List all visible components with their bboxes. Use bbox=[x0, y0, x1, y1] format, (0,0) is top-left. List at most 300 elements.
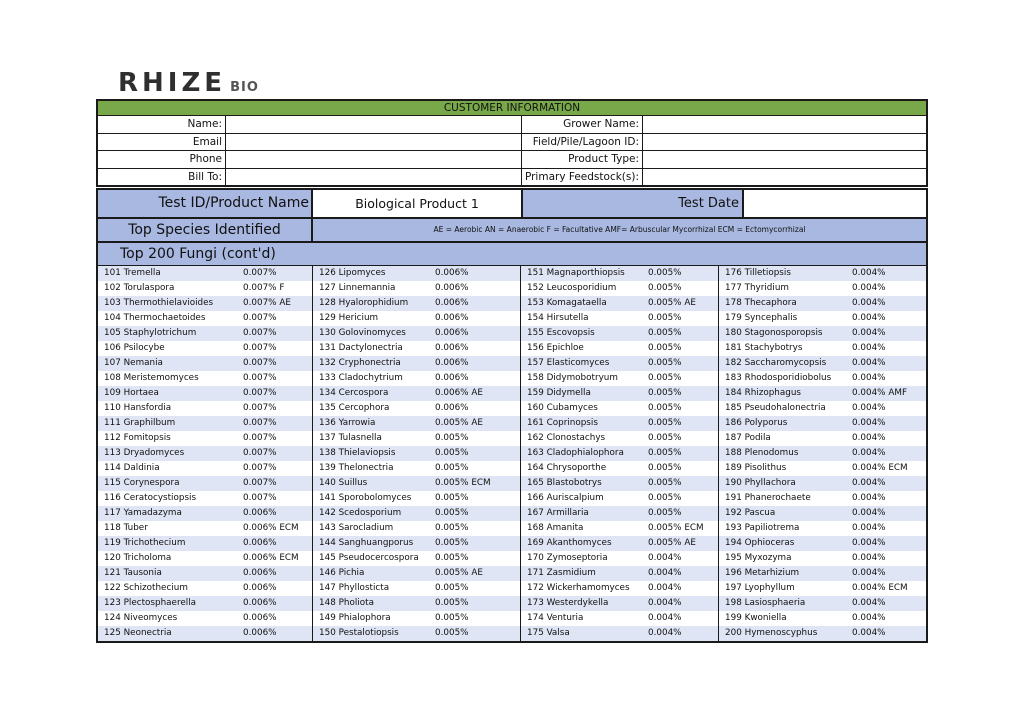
fungi-percent: 0.005% AE bbox=[435, 568, 483, 578]
fungi-row bbox=[98, 386, 312, 401]
fungi-name: 113 Dryadomyces bbox=[104, 448, 185, 458]
fungi-name: 134 Cercospora bbox=[319, 388, 389, 398]
fungi-percent: 0.006% ECM bbox=[243, 553, 299, 563]
fungi-name: 177 Thyridium bbox=[725, 283, 789, 293]
fungi-row bbox=[521, 371, 718, 386]
fungi-percent: 0.006% bbox=[243, 598, 277, 608]
fungi-row bbox=[313, 326, 520, 341]
fungi-row bbox=[521, 551, 718, 566]
fungi-percent: 0.004% ECM bbox=[852, 463, 908, 473]
fungi-name: 118 Tuber bbox=[104, 523, 148, 533]
fungi-percent: 0.006% bbox=[435, 328, 469, 338]
fungi-row bbox=[98, 416, 312, 431]
fungi-percent: 0.005% bbox=[435, 523, 469, 533]
fungi-row bbox=[521, 386, 718, 401]
fungi-percent: 0.007% F bbox=[243, 283, 285, 293]
fungi-percent: 0.007% bbox=[243, 403, 277, 413]
fungi-name: 183 Rhodosporidiobolus bbox=[725, 373, 832, 383]
fungi-name: 166 Auriscalpium bbox=[527, 493, 604, 503]
fungi-percent: 0.007% bbox=[243, 358, 277, 368]
field-id-field[interactable] bbox=[643, 134, 926, 151]
fungi-name: 147 Phyllosticta bbox=[319, 583, 390, 593]
fungi-name: 141 Sporobolomyces bbox=[319, 493, 412, 503]
fungi-row bbox=[98, 311, 312, 326]
fungi-name: 153 Komagataella bbox=[527, 298, 607, 308]
fungi-percent: 0.006% bbox=[243, 613, 277, 623]
fungi-row bbox=[313, 311, 520, 326]
fungi-percent: 0.005% bbox=[648, 493, 682, 503]
fungi-percent: 0.005% bbox=[648, 433, 682, 443]
fungi-name: 102 Torulaspora bbox=[104, 283, 175, 293]
fungi-name: 178 Thecaphora bbox=[725, 298, 797, 308]
fungi-percent: 0.007% bbox=[243, 478, 277, 488]
fungi-row bbox=[521, 566, 718, 581]
fungi-percent: 0.004% bbox=[852, 433, 886, 443]
top-species-label: Top Species Identified bbox=[98, 219, 313, 241]
fungi-name: 199 Kwoniella bbox=[725, 613, 787, 623]
fungi-percent: 0.005% AE bbox=[435, 418, 483, 428]
fungi-percent: 0.004% bbox=[852, 628, 886, 638]
fungi-percent: 0.006% bbox=[243, 538, 277, 548]
fungi-row bbox=[313, 596, 520, 611]
fungi-name: 152 Leucosporidium bbox=[527, 283, 617, 293]
fungi-name: 143 Sarocladium bbox=[319, 523, 394, 533]
product-type-field[interactable] bbox=[643, 151, 926, 168]
fungi-row bbox=[98, 521, 312, 536]
fungi-name: 161 Coprinopsis bbox=[527, 418, 598, 428]
fungi-name: 195 Myxozyma bbox=[725, 553, 792, 563]
fungi-name: 165 Blastobotrys bbox=[527, 478, 602, 488]
fungi-row bbox=[719, 626, 926, 641]
email-field[interactable] bbox=[226, 134, 522, 151]
fungi-row bbox=[521, 491, 718, 506]
fungi-name: 185 Pseudohalonectria bbox=[725, 403, 826, 413]
fungi-percent: 0.004% bbox=[852, 568, 886, 578]
fungi-percent: 0.004% bbox=[852, 373, 886, 383]
fungi-row bbox=[521, 476, 718, 491]
fungi-name: 171 Zasmidium bbox=[527, 568, 596, 578]
fungi-row bbox=[719, 566, 926, 581]
fungi-percent: 0.006% bbox=[435, 283, 469, 293]
fungi-row bbox=[98, 491, 312, 506]
fungi-row bbox=[98, 326, 312, 341]
fungi-row bbox=[719, 266, 926, 281]
fungi-name: 131 Dactylonectria bbox=[319, 343, 403, 353]
fungi-name: 164 Chrysoporthe bbox=[527, 463, 607, 473]
fungi-percent: 0.004% bbox=[852, 448, 886, 458]
fungi-row bbox=[313, 536, 520, 551]
fungi-percent: 0.004% bbox=[852, 523, 886, 533]
fungi-name: 182 Saccharomycopsis bbox=[725, 358, 827, 368]
fungi-percent: 0.005% bbox=[648, 463, 682, 473]
fungi-row bbox=[521, 326, 718, 341]
fungi-row bbox=[521, 281, 718, 296]
fungi-name: 198 Lasiosphaeria bbox=[725, 598, 806, 608]
fungi-name: 179 Syncephalis bbox=[725, 313, 798, 323]
fungi-name: 125 Neonectria bbox=[104, 628, 172, 638]
fungi-name: 200 Hymenoscyphus bbox=[725, 628, 818, 638]
fungi-name: 188 Plenodomus bbox=[725, 448, 799, 458]
fungi-row bbox=[719, 491, 926, 506]
fungi-row bbox=[521, 596, 718, 611]
fungi-name: 121 Tausonia bbox=[104, 568, 162, 578]
fungi-percent: 0.004% bbox=[852, 553, 886, 563]
fungi-row bbox=[521, 311, 718, 326]
fungi-row bbox=[98, 296, 312, 311]
fungi-percent: 0.004% bbox=[852, 283, 886, 293]
fungi-percent: 0.005% bbox=[435, 538, 469, 548]
product-results-table bbox=[96, 188, 928, 643]
fungi-percent: 0.005% bbox=[435, 433, 469, 443]
name-label: Name: bbox=[98, 116, 226, 133]
fungi-name: 159 Didymella bbox=[527, 388, 591, 398]
customer-information-table bbox=[96, 99, 928, 187]
fungi-name: 127 Linnemannia bbox=[319, 283, 396, 293]
fungi-name: 154 Hirsutella bbox=[527, 313, 589, 323]
fungi-row bbox=[313, 581, 520, 596]
fungi-row bbox=[313, 566, 520, 581]
fungi-percent: 0.005% bbox=[435, 628, 469, 638]
fungi-row bbox=[719, 551, 926, 566]
logo-subtext: BIO bbox=[230, 80, 259, 95]
fungi-percent: 0.006% bbox=[435, 298, 469, 308]
fungi-row bbox=[313, 626, 520, 641]
fungi-name: 167 Armillaria bbox=[527, 508, 589, 518]
fungi-percent: 0.004% bbox=[852, 613, 886, 623]
fungi-name: 137 Tulasnella bbox=[319, 433, 382, 443]
fungi-percent: 0.007% bbox=[243, 463, 277, 473]
fungi-percent: 0.004% bbox=[648, 583, 682, 593]
fungi-percent: 0.007% bbox=[243, 493, 277, 503]
fungi-percent: 0.005% AE bbox=[648, 538, 696, 548]
fungi-name: 142 Scedosporium bbox=[319, 508, 402, 518]
fungi-percent: 0.005% bbox=[435, 613, 469, 623]
fungi-name: 158 Didymobotryum bbox=[527, 373, 618, 383]
fungi-percent: 0.005% bbox=[648, 373, 682, 383]
fungi-percent: 0.004% bbox=[852, 478, 886, 488]
fungi-percent: 0.005% bbox=[648, 388, 682, 398]
fungi-row bbox=[98, 431, 312, 446]
fungi-percent: 0.004% bbox=[852, 538, 886, 548]
primary-feedstock-label: Primary Feedstock(s): bbox=[522, 169, 643, 186]
fungi-row bbox=[719, 356, 926, 371]
fungi-row bbox=[98, 356, 312, 371]
fungi-row bbox=[521, 356, 718, 371]
fungi-percent: 0.007% bbox=[243, 313, 277, 323]
fungi-name: 138 Thielaviopsis bbox=[319, 448, 396, 458]
fungi-name: 193 Papiliotrema bbox=[725, 523, 800, 533]
fungi-row bbox=[313, 446, 520, 461]
fungi-percent: 0.006% AE bbox=[435, 388, 483, 398]
fungi-name: 111 Graphilbum bbox=[104, 418, 176, 428]
fungi-percent: 0.006% bbox=[435, 403, 469, 413]
fungi-percent: 0.004% bbox=[648, 568, 682, 578]
test-id-label: Test ID/Product Name bbox=[98, 190, 313, 217]
product-header-row bbox=[98, 190, 926, 219]
fungi-row bbox=[719, 341, 926, 356]
fungi-row bbox=[719, 596, 926, 611]
fungi-row bbox=[98, 476, 312, 491]
fungi-name: 114 Daldinia bbox=[104, 463, 160, 473]
fungi-percent: 0.004% bbox=[852, 328, 886, 338]
customer-row bbox=[98, 169, 926, 186]
fungi-percent: 0.006% bbox=[243, 508, 277, 518]
name-field[interactable] bbox=[226, 116, 522, 133]
fungi-row bbox=[521, 626, 718, 641]
fungi-row bbox=[313, 266, 520, 281]
fungi-name: 187 Podila bbox=[725, 433, 771, 443]
fungi-percent: 0.007% bbox=[243, 388, 277, 398]
fungi-name: 192 Pascua bbox=[725, 508, 776, 518]
fungi-percent: 0.005% bbox=[648, 283, 682, 293]
phone-label: Phone bbox=[98, 151, 226, 168]
fungi-row bbox=[98, 506, 312, 521]
fungi-row bbox=[98, 446, 312, 461]
fungi-row bbox=[521, 536, 718, 551]
fungi-name: 196 Metarhizium bbox=[725, 568, 800, 578]
fungi-row bbox=[719, 476, 926, 491]
test-date-value[interactable] bbox=[744, 190, 926, 217]
primary-feedstock-field[interactable] bbox=[643, 169, 926, 186]
fungi-row bbox=[98, 611, 312, 626]
fungi-row bbox=[313, 506, 520, 521]
fungi-row bbox=[313, 386, 520, 401]
fungi-name: 194 Ophioceras bbox=[725, 538, 795, 548]
fungi-percent: 0.005% bbox=[648, 448, 682, 458]
fungi-row bbox=[521, 296, 718, 311]
customer-info-header: CUSTOMER INFORMATION bbox=[98, 101, 926, 116]
fungi-percent: 0.005% bbox=[648, 343, 682, 353]
fungi-row bbox=[719, 326, 926, 341]
fungi-row bbox=[521, 416, 718, 431]
fungi-percent: 0.006% ECM bbox=[243, 523, 299, 533]
customer-row bbox=[98, 116, 926, 134]
fungi-row bbox=[98, 581, 312, 596]
fungi-column-1 bbox=[98, 266, 313, 641]
fungi-percent: 0.005% bbox=[435, 493, 469, 503]
fungi-row bbox=[98, 551, 312, 566]
fungi-name: 132 Cryphonectria bbox=[319, 358, 401, 368]
fungi-name: 110 Hansfordia bbox=[104, 403, 172, 413]
fungi-percent: 0.007% bbox=[243, 343, 277, 353]
fungi-row bbox=[521, 611, 718, 626]
fungi-percent: 0.004% AMF bbox=[852, 388, 908, 398]
fungi-percent: 0.005% bbox=[648, 328, 682, 338]
fungi-name: 150 Pestalotiopsis bbox=[319, 628, 399, 638]
fungi-row bbox=[521, 401, 718, 416]
fungi-percent: 0.005% bbox=[435, 463, 469, 473]
fungi-row bbox=[98, 401, 312, 416]
fungi-name: 120 Tricholoma bbox=[104, 553, 172, 563]
fungi-row bbox=[719, 581, 926, 596]
fungi-percent: 0.006% bbox=[243, 628, 277, 638]
fungi-percent: 0.005% AE bbox=[648, 298, 696, 308]
fungi-name: 126 Lipomyces bbox=[319, 268, 386, 278]
fungi-percent: 0.007% bbox=[243, 433, 277, 443]
fungi-percent: 0.004% bbox=[852, 598, 886, 608]
fungi-percent: 0.007% bbox=[243, 373, 277, 383]
fungi-percent: 0.004% ECM bbox=[852, 583, 908, 593]
fungi-column-4 bbox=[719, 266, 926, 641]
phone-field[interactable] bbox=[226, 151, 522, 168]
fungi-name: 145 Pseudocercospora bbox=[319, 553, 419, 563]
fungi-name: 105 Staphylotrichum bbox=[104, 328, 197, 338]
customer-row bbox=[98, 134, 926, 152]
fungi-percent: 0.004% bbox=[852, 358, 886, 368]
fungi-name: 115 Corynespora bbox=[104, 478, 180, 488]
fungi-name: 197 Lyophyllum bbox=[725, 583, 795, 593]
fungi-percent: 0.005% bbox=[648, 403, 682, 413]
fungi-row bbox=[719, 446, 926, 461]
fungi-name: 139 Thelonectria bbox=[319, 463, 394, 473]
fungi-name: 156 Epichloe bbox=[527, 343, 584, 353]
fungi-row bbox=[719, 521, 926, 536]
fungi-name: 123 Plectosphaerella bbox=[104, 598, 197, 608]
fungi-row bbox=[313, 401, 520, 416]
fungi-name: 172 Wickerhamomyces bbox=[527, 583, 630, 593]
fungi-name: 133 Cladochytrium bbox=[319, 373, 403, 383]
fungi-row bbox=[313, 461, 520, 476]
fungi-name: 112 Fomitopsis bbox=[104, 433, 171, 443]
fungi-name: 108 Meristemomyces bbox=[104, 373, 199, 383]
fungi-name: 157 Elasticomyces bbox=[527, 358, 610, 368]
fungi-name: 155 Escovopsis bbox=[527, 328, 595, 338]
section-title: Top 200 Fungi (cont'd) bbox=[98, 243, 926, 266]
fungi-percent: 0.007% AE bbox=[243, 298, 291, 308]
fungi-row bbox=[719, 296, 926, 311]
fungi-name: 144 Sanghuangporus bbox=[319, 538, 414, 548]
fungi-column-3 bbox=[521, 266, 719, 641]
fungi-row bbox=[313, 431, 520, 446]
fungi-percent: 0.006% bbox=[243, 583, 277, 593]
fungi-row bbox=[98, 266, 312, 281]
fungi-percent: 0.005% bbox=[648, 313, 682, 323]
fungi-name: 117 Yamadazyma bbox=[104, 508, 182, 518]
fungi-percent: 0.006% bbox=[435, 358, 469, 368]
fungi-name: 181 Stachybotrys bbox=[725, 343, 803, 353]
fungi-percent: 0.004% bbox=[648, 598, 682, 608]
fungi-row bbox=[719, 461, 926, 476]
fungi-name: 191 Phanerochaete bbox=[725, 493, 811, 503]
fungi-name: 184 Rhizophagus bbox=[725, 388, 802, 398]
fungi-row bbox=[719, 401, 926, 416]
fungi-name: 116 Ceratocystiopsis bbox=[104, 493, 197, 503]
fungi-row bbox=[98, 566, 312, 581]
fungi-row bbox=[313, 611, 520, 626]
fungi-percent: 0.005% bbox=[648, 268, 682, 278]
fungi-row bbox=[98, 626, 312, 641]
fungi-name: 169 Akanthomyces bbox=[527, 538, 612, 548]
fungi-row bbox=[98, 281, 312, 296]
fungi-row bbox=[313, 296, 520, 311]
fungi-percent: 0.005% ECM bbox=[648, 523, 704, 533]
fungi-row bbox=[313, 491, 520, 506]
fungi-name: 106 Psilocybe bbox=[104, 343, 165, 353]
fungi-percent: 0.006% bbox=[435, 343, 469, 353]
fungi-percent: 0.007% bbox=[243, 268, 277, 278]
fungi-name: 129 Hericium bbox=[319, 313, 379, 323]
fungi-percent: 0.004% bbox=[852, 493, 886, 503]
fungi-name: 190 Phyllachora bbox=[725, 478, 796, 488]
fungi-row bbox=[719, 281, 926, 296]
fungi-name: 186 Polyporus bbox=[725, 418, 788, 428]
fungi-percent: 0.006% bbox=[243, 568, 277, 578]
fungi-name: 180 Stagonosporopsis bbox=[725, 328, 823, 338]
fungi-row bbox=[313, 281, 520, 296]
fungi-name: 135 Cercophora bbox=[319, 403, 390, 413]
fungi-row bbox=[719, 611, 926, 626]
fungi-row bbox=[313, 521, 520, 536]
email-label: Email bbox=[98, 134, 226, 151]
fungi-percent: 0.005% bbox=[435, 598, 469, 608]
fungi-percent: 0.005% bbox=[435, 508, 469, 518]
bill-to-field[interactable] bbox=[226, 169, 522, 186]
fungi-grid bbox=[98, 266, 926, 641]
fungi-name: 109 Hortaea bbox=[104, 388, 159, 398]
fungi-row bbox=[98, 596, 312, 611]
fungi-percent: 0.004% bbox=[852, 298, 886, 308]
fungi-percent: 0.004% bbox=[648, 613, 682, 623]
fungi-name: 149 Phialophora bbox=[319, 613, 391, 623]
fungi-name: 103 Thermothielavioides bbox=[104, 298, 214, 308]
fungi-name: 119 Trichothecium bbox=[104, 538, 186, 548]
species-header-row bbox=[98, 219, 926, 243]
fungi-name: 151 Magnaporthiopsis bbox=[527, 268, 625, 278]
fungi-row bbox=[98, 461, 312, 476]
fungi-name: 160 Cubamyces bbox=[527, 403, 598, 413]
fungi-percent: 0.004% bbox=[852, 418, 886, 428]
fungi-percent: 0.004% bbox=[648, 553, 682, 563]
fungi-name: 140 Suillus bbox=[319, 478, 368, 488]
fungi-percent: 0.006% bbox=[435, 373, 469, 383]
fungi-row bbox=[313, 341, 520, 356]
fungi-percent: 0.005% bbox=[648, 478, 682, 488]
test-date-label: Test Date bbox=[523, 190, 744, 217]
fungi-name: 163 Cladophialophora bbox=[527, 448, 624, 458]
fungi-percent: 0.004% bbox=[648, 628, 682, 638]
fungi-name: 146 Pichia bbox=[319, 568, 365, 578]
fungi-row bbox=[521, 506, 718, 521]
fungi-row bbox=[313, 551, 520, 566]
fungi-row bbox=[313, 356, 520, 371]
fungi-row bbox=[521, 266, 718, 281]
fungi-row bbox=[719, 416, 926, 431]
fungi-row bbox=[313, 416, 520, 431]
fungi-name: 189 Pisolithus bbox=[725, 463, 787, 473]
product-type-label: Product Type: bbox=[522, 151, 643, 168]
grower-name-field[interactable] bbox=[643, 116, 926, 133]
fungi-row bbox=[719, 311, 926, 326]
fungi-name: 128 Hyalorophidium bbox=[319, 298, 409, 308]
bill-to-label: Bill To: bbox=[98, 169, 226, 186]
fungi-row bbox=[98, 536, 312, 551]
fungi-row bbox=[313, 371, 520, 386]
fungi-name: 173 Westerdykella bbox=[527, 598, 609, 608]
fungi-percent: 0.005% bbox=[648, 508, 682, 518]
fungi-percent: 0.004% bbox=[852, 343, 886, 353]
fungi-row bbox=[313, 476, 520, 491]
fungi-percent: 0.005% bbox=[435, 448, 469, 458]
product-name-value: Biological Product 1 bbox=[313, 190, 523, 217]
fungi-percent: 0.006% bbox=[435, 313, 469, 323]
grower-name-label: Grower Name: bbox=[522, 116, 643, 133]
fungi-name: 148 Pholiota bbox=[319, 598, 374, 608]
fungi-row bbox=[98, 341, 312, 356]
fungi-percent: 0.005% bbox=[435, 583, 469, 593]
fungi-row bbox=[521, 521, 718, 536]
fungi-percent: 0.004% bbox=[852, 268, 886, 278]
fungi-percent: 0.006% bbox=[435, 268, 469, 278]
